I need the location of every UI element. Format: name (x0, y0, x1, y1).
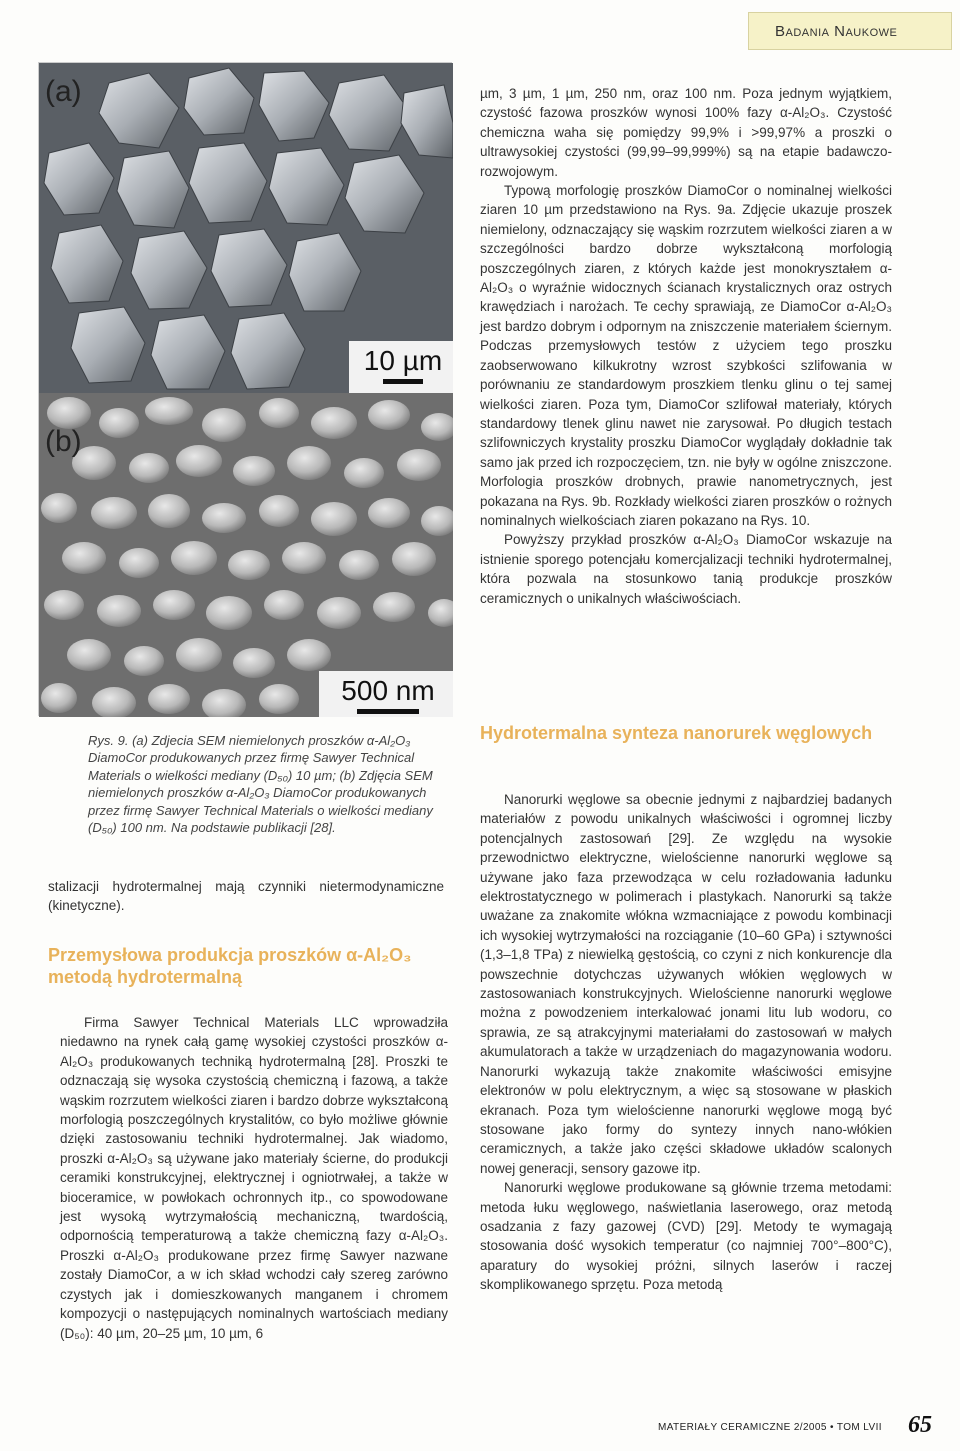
scale-label-b: 500 nm (341, 675, 435, 706)
scale-label-a: 10 µm (363, 345, 443, 376)
scale-box-a (349, 341, 453, 393)
sem-image-a (39, 63, 453, 393)
panel-b-label: (b) (45, 425, 82, 458)
paragraph: Typową morfologię proszków DiamoCor o nominalnej wielkości ziaren 10 µm przedstawiono na Rys. 9a. Zdjęcie ukazuje proszek niemielony, odznaczający się wąskim rozrzutem wielkości ziaren a w szczególności bardzo dobrze wykształconą morfologią poszczególnych ziaren, z których każde jest monokryształem α-Al₂O₃ o wyraźnie widocznych ścianach krystalicznych oraz ostrych krawędziach i narożach. Te cechy sprawiają, ze DiamoCor α-Al₂O₃ jest bardzo dobrym i odpornym na zniszczenie materiałem ściernym. Podczas przemysłowych testów z użyciem tego proszku zaobserwowano kilkukrotny wzrost szybkości szlifowania w porównaniu ze standardowym proszkiem tlenku glinu o tej samej wielkości ziaren. Poza tym, DiamoCor szlifował materiały, których standardowy tlenek glinu nawet nie zarysował. Po długich testach szlifowniczych krystality proszku DiamoCor wyglądały dokładnie tak samo jak przed ich rozpoczęciem, tzn. nie były w ogólne zniszczone. Morfologia proszków drobnych, prawie nanometrycznych, jest pokazana na Rys. 9b. Rozkłady wielkości ziaren proszków o rożnych nominalnych wielkościach ziaren pokazano na Rys. 10. (480, 183, 892, 528)
right-column-body (480, 84, 892, 608)
figure-caption: Rys. 9. (a) Zdjecia SEM niemielonych proszków α-Al₂O₃ DiamoCor produkowanych przez firmę Sawyer Technical Materials o wielkości mediany (D₅₀) 10 µm; (b) Zdjęcia SEM niemielonych proszków α-Al₂O₃ DiamoCor produkowanych przez firmę Sawyer Technical Materials o wielkości mediany (D₅₀) 100 nm. Na podstawie publikacji [28]. (88, 733, 433, 836)
journal-footer: MATERIAŁY CERAMICZNE 2/2005 • TOM LVII (658, 1422, 882, 1433)
scale-box-b (319, 671, 453, 717)
paragraph: Firma Sawyer Technical Materials LLC wprowadziła niedawno na rynek całą gamę wysokiej czystości proszków α-Al₂O₃ produkowanych techniką hydrotermalną [28]. Proszki te odznaczają się wysoka czystością chemiczną i fazową, a także wąskim rozrzutem wielkości ziaren i bardzo dobrze wykształconą morfologią poszczególnych krystalitów, co było możliwe głównie dzięki zastosowaniu techniki hydrotermalnej. Jak wiadomo, proszki α-Al₂O₃ są używane jako materiały ścierne, do produkcji ceramiki konstrukcyjnej, elektrycznej i ogniotrwałej, a także w bioceramice, w powłokach ochronnych itp., co spowodowane jest wysoką wytrzymałością mechaniczną, twardością, odpornością temperaturową a także chemiczną fazy α-Al₂O₃. Proszki α-Al₂O₃ produkowane przez firmę Sawyer nazwane zostały DiamoCor, a w ich skład wchodzi cały szereg zarówno czystych jak i domieszkowanych manganem i chromem kompozycji o następujących nominalnych wartościach mediany (D₅₀): 40 µm, 20–25 µm, 10 µm, 6 (60, 1015, 448, 1341)
section-heading-left: Przemysłowa produkcja proszków α-Al₂O₃ metodą hydrotermalną (48, 945, 412, 987)
page-number: 65 (908, 1412, 932, 1438)
left-column-intro (48, 877, 444, 916)
section-title: Badania Naukowe (775, 22, 898, 40)
section-heading-right: Hydrotermalna synteza nanorurek węglowych (480, 723, 873, 743)
sem-figure (38, 62, 452, 716)
sem-image-b (39, 393, 453, 717)
paragraph: stalizacji hydrotermalnej mają czynniki nietermodynamiczne (kinetyczne). (48, 879, 444, 914)
paragraph: Powyższy przykład proszków α-Al₂O₃ DiamoCor wskazuje na istnienie sporego potencjału komercjalizacji techniki hydrotermalnej, która pozwala na stosunkowo tanią produkcje proszków ceramicznych o unikalnych właściwościach. (480, 532, 892, 606)
nano-powder-micrograph (39, 393, 453, 717)
paragraph: Nanorurki węglowe sa obecnie jednymi z najbardziej badanych materiałów z powodu unikalnych właściwości i ogromnej liczby potencjalnych zastosowań [29]. Ze względu na wysokie przewodnictwo elektryczne, wielościenne nanorurki węglowe są używane jako faza przewodząca w celu rozładowania ładunku elektrostatycznego w polimerach i plastykach. Nanorurki są także uważane za znakomite włókna wzmacniające z powodu kombinacji ich wysokiej wytrzymałości na rozciąganie (10–60 GPa) i sztywności (1,3–1,8 TPa) z niewielką gęstością, co czyni z nich konkurencje dla powszechnie dotychczas używanych włókien węglowych w zastosowaniach konstrukcyjnych. Wielościenne nanorurki węglowe można z powodzeniem interkalować jonami litu lub wodoru, co sprawia, ze są atrakcyjnymi materiałami do zastosowań w małych akumulatorach a także w urządzeniach do magazynowania wodoru. Nanorurki wykazują także znakomite właściwości emisyjne elektronów w polu elektrycznym, a więc są stosowane w płaskich ekranach. Poza tym wielościenne nanorurki węglowe mogą być stosowane jako formy do syntezy innych nano-włókien ceramicznych, a także jako części składowe układów scalonych nowej generacji, sensory gazowe itp. (480, 792, 892, 1176)
section-header (748, 12, 952, 50)
panel-a-label: (a) (45, 75, 82, 108)
paragraph: Nanorurki węglowe produkowane są głównie trzema metodami: metoda łuku węglowego, naświetlania laserowego, oraz metodą osadzania z fazy gazowej (CVD) [29]. Metody te wymagają stosowania dość wysokich temperatur (co najmniej 700°–800°C), aparatury do wysokiej próżni, silnych laserów i raczej skomplikowanego sprzętu. Poza metodą (480, 1180, 892, 1293)
left-column-body (60, 1013, 448, 1343)
scale-bar-b (357, 709, 419, 714)
paragraph: µm, 3 µm, 1 µm, 250 nm, oraz 100 nm. Poza jednym wyjątkiem, czystość fazowa proszków wynosi 100% fazy α-Al₂O₃. Czystość chemiczna waha się pomiędzy 99,9% i >99,97% a proszki o ultrawysokiej czystości (99,99–99,999%) są na etapie badawczo-rozwojowym. (480, 86, 892, 179)
right-column-section (480, 790, 892, 1295)
scale-bar-a (383, 379, 423, 384)
